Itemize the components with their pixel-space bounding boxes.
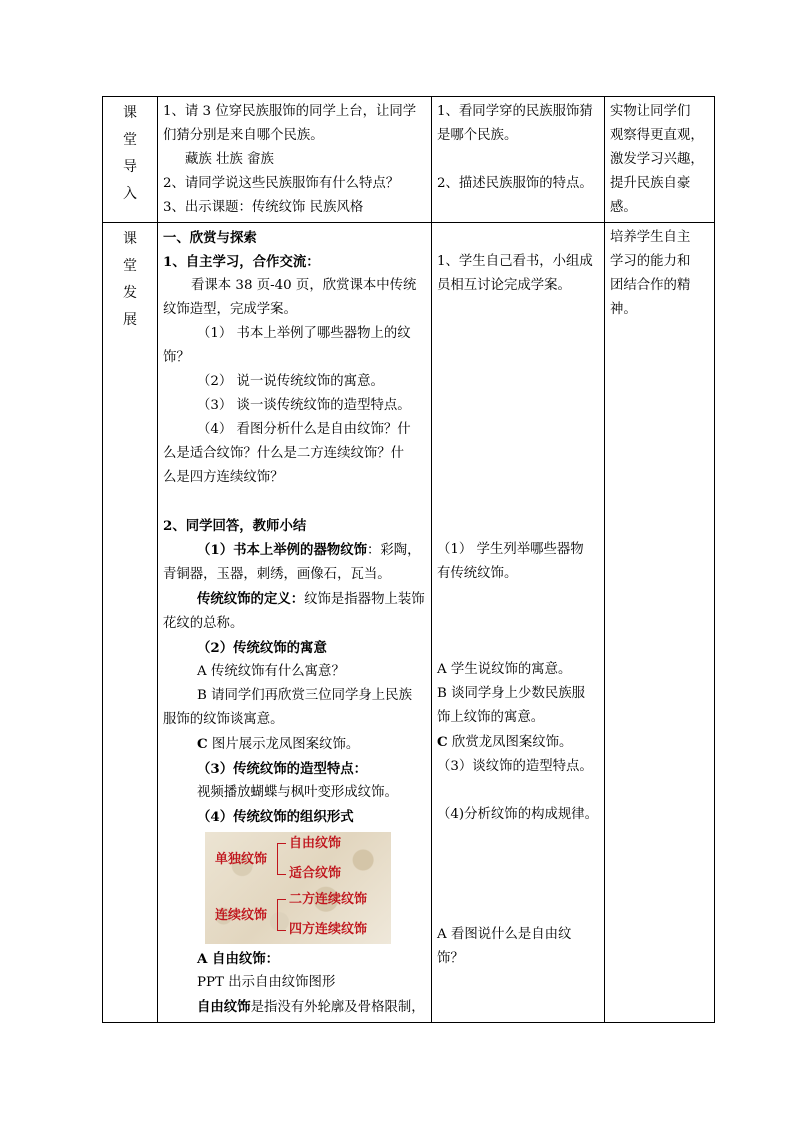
question-line: 么是适合纹饰？什么是二方连续纹饰？什 bbox=[163, 446, 405, 461]
text-line: 看课本 38 页-40 页，欣赏课本中传统 bbox=[191, 278, 417, 293]
text-line: 饰上纹饰的寓意。 bbox=[437, 710, 545, 725]
blank-line bbox=[437, 827, 599, 851]
label-char: 导 bbox=[123, 159, 137, 175]
text: 是指没有外轮廓及骨格限制， bbox=[250, 1000, 425, 1015]
text-line: A 传统纹饰有什么寓意？ bbox=[197, 664, 345, 679]
blank-line bbox=[437, 466, 599, 490]
section-label-develop bbox=[103, 223, 158, 1023]
blank-line bbox=[437, 442, 599, 466]
text-line: 们猜分别是来自哪个民族。 bbox=[163, 128, 324, 143]
text-line: 培养学生自主 bbox=[610, 230, 691, 245]
blank-line bbox=[437, 370, 599, 394]
text-line bbox=[163, 587, 426, 612]
text-line: 有传统纹饰。 bbox=[437, 566, 518, 581]
blank-line bbox=[437, 148, 599, 172]
text-line: 2、请同学说这些民族服饰有什么特点？ bbox=[163, 176, 400, 191]
text-line bbox=[163, 995, 426, 1020]
text-line: 观察得更直观， bbox=[610, 128, 704, 143]
teacher-activity-develop bbox=[158, 223, 432, 1023]
purpose-intro bbox=[605, 97, 715, 223]
diagram-term: 二方连续纹饰 bbox=[289, 892, 368, 907]
text-line bbox=[437, 730, 599, 755]
text-line: 学习的能力和 bbox=[610, 254, 691, 269]
blank-line bbox=[437, 418, 599, 442]
blank-line bbox=[437, 490, 599, 514]
text-line: PPT 出示自由纹饰图形 bbox=[197, 975, 336, 990]
text-line: 藏族 壮族 畲族 bbox=[185, 152, 274, 167]
blank-line bbox=[437, 394, 599, 418]
blank-line bbox=[437, 610, 599, 634]
text: 纹饰是指器物上装饰 bbox=[304, 592, 425, 607]
question-line: 么是四方连续纹饰？ bbox=[163, 470, 284, 485]
text-line: 视频播放蝴蝶与枫叶变形成纹饰。 bbox=[197, 785, 398, 800]
bold-text: 传统纹饰的定义： bbox=[197, 591, 305, 607]
section-label-intro bbox=[103, 97, 158, 223]
text-line: 神。 bbox=[610, 302, 637, 317]
heading: 一、欣赏与探索 bbox=[163, 230, 257, 246]
question-line: 饰？ bbox=[163, 350, 190, 365]
text-line bbox=[163, 538, 426, 563]
text: 图片展示龙凤图案纹饰。 bbox=[207, 737, 360, 752]
blank-line bbox=[437, 586, 599, 610]
blank-line bbox=[437, 779, 599, 803]
text-line: 1、看同学穿的民族服饰猜 bbox=[437, 104, 593, 119]
subheading: （3）传统纹饰的造型特点： bbox=[197, 761, 368, 777]
text-line: （3）谈纹饰的造型特点。 bbox=[437, 759, 593, 774]
blank-line bbox=[437, 899, 599, 923]
label-char: 课 bbox=[123, 105, 137, 121]
text-line: 2、描述民族服饰的特点。 bbox=[437, 176, 593, 191]
text-line: 团结合作的精 bbox=[610, 278, 691, 293]
row-intro bbox=[103, 97, 715, 223]
subheading: （2）传统纹饰的寓意 bbox=[197, 640, 327, 656]
diagram-group-single: 单独纹饰 bbox=[215, 852, 268, 867]
diagram-term: 适合纹饰 bbox=[289, 866, 342, 881]
diagram-term: 自由纹饰 bbox=[289, 836, 342, 851]
text-line: A 看图说什么是自由纹 bbox=[437, 927, 572, 942]
text-line: B 谈同学身上少数民族服 bbox=[437, 686, 586, 701]
heading: 2、同学回答，教师小结 bbox=[163, 518, 307, 534]
text: ：彩陶， bbox=[367, 543, 421, 558]
question-line: （1） 书本上举例了哪些器物上的纹 bbox=[197, 326, 411, 341]
row-develop bbox=[103, 223, 715, 1023]
label-char: 堂 bbox=[123, 258, 137, 274]
text-line: 提升民族自豪 bbox=[610, 176, 691, 191]
text-line: 纹饰造型，完成学案。 bbox=[163, 302, 297, 317]
text-line: A 学生说纹饰的寓意。 bbox=[437, 662, 572, 677]
lesson-plan-table bbox=[102, 96, 715, 1023]
question-line: （3） 谈一谈传统纹饰的造型特点。 bbox=[197, 398, 411, 413]
teacher-activity-intro bbox=[158, 97, 432, 223]
brace-icon bbox=[277, 843, 286, 875]
question-line: （4） 看图分析什么是自由纹饰？什 bbox=[197, 422, 411, 437]
blank-line bbox=[437, 514, 599, 538]
diagram-group-continuous: 连续纹饰 bbox=[215, 908, 268, 923]
label-char: 堂 bbox=[123, 132, 137, 148]
label-char: 入 bbox=[123, 186, 137, 202]
text-line: 1、请 3 位穿民族服饰的同学上台，让同学 bbox=[163, 104, 417, 119]
text-line: （4)分析纹饰的构成规律。 bbox=[437, 807, 599, 822]
text-line: 实物让同学们 bbox=[610, 104, 691, 119]
text-line: 3、出示课题：传统纹饰 民族风格 bbox=[163, 200, 364, 215]
text-line: B 请同学们再欣赏三位同学身上民族 bbox=[197, 688, 412, 703]
bold-text: 自由纹饰 bbox=[197, 999, 251, 1015]
student-activity-develop bbox=[432, 223, 605, 1023]
blank-line bbox=[437, 634, 599, 658]
label-char: 发 bbox=[123, 285, 137, 301]
brace-icon bbox=[277, 899, 286, 931]
text-line: 是哪个民族。 bbox=[437, 128, 518, 143]
text-line bbox=[163, 732, 426, 757]
text-line: 饰？ bbox=[437, 951, 464, 966]
label-char: 课 bbox=[123, 231, 137, 247]
blank-line bbox=[163, 490, 426, 514]
text: 欣赏龙凤图案纹饰。 bbox=[447, 735, 573, 750]
heading: 1、自主学习，合作交流： bbox=[163, 254, 320, 270]
purpose-develop bbox=[605, 223, 715, 1023]
blank-line bbox=[437, 851, 599, 875]
diagram-term: 四方连续纹饰 bbox=[289, 922, 368, 937]
bold-text: C bbox=[197, 736, 208, 752]
text-line: （1） 学生列举哪些器物 bbox=[437, 542, 584, 557]
student-activity-intro bbox=[432, 97, 605, 223]
blank-line bbox=[437, 322, 599, 346]
subheading: （4）传统纹饰的组织形式 bbox=[197, 809, 354, 825]
blank-line bbox=[437, 226, 599, 250]
question-line: （2） 说一说传统纹饰的寓意。 bbox=[197, 374, 384, 389]
bold-text: C bbox=[437, 734, 448, 750]
label-char: 展 bbox=[123, 312, 137, 328]
text-line: 1、学生自己看书，小组成 bbox=[437, 254, 593, 269]
subheading: A 自由纹饰： bbox=[197, 951, 280, 967]
blank-line bbox=[437, 346, 599, 370]
bold-text: （1）书本上举例的器物纹饰 bbox=[197, 542, 368, 558]
text-line: 感。 bbox=[610, 200, 637, 215]
text-line: 青铜器，玉器，刺绣，画像石，瓦当。 bbox=[163, 567, 391, 582]
text-line: 服饰的纹饰谈寓意。 bbox=[163, 712, 284, 727]
ornament-classification-diagram bbox=[205, 832, 391, 944]
text-line: 激发学习兴趣， bbox=[610, 152, 704, 167]
text-line: 员相互讨论完成学案。 bbox=[437, 278, 571, 293]
text-line: 花纹的总称。 bbox=[163, 616, 244, 631]
blank-line bbox=[437, 298, 599, 322]
blank-line bbox=[437, 875, 599, 899]
